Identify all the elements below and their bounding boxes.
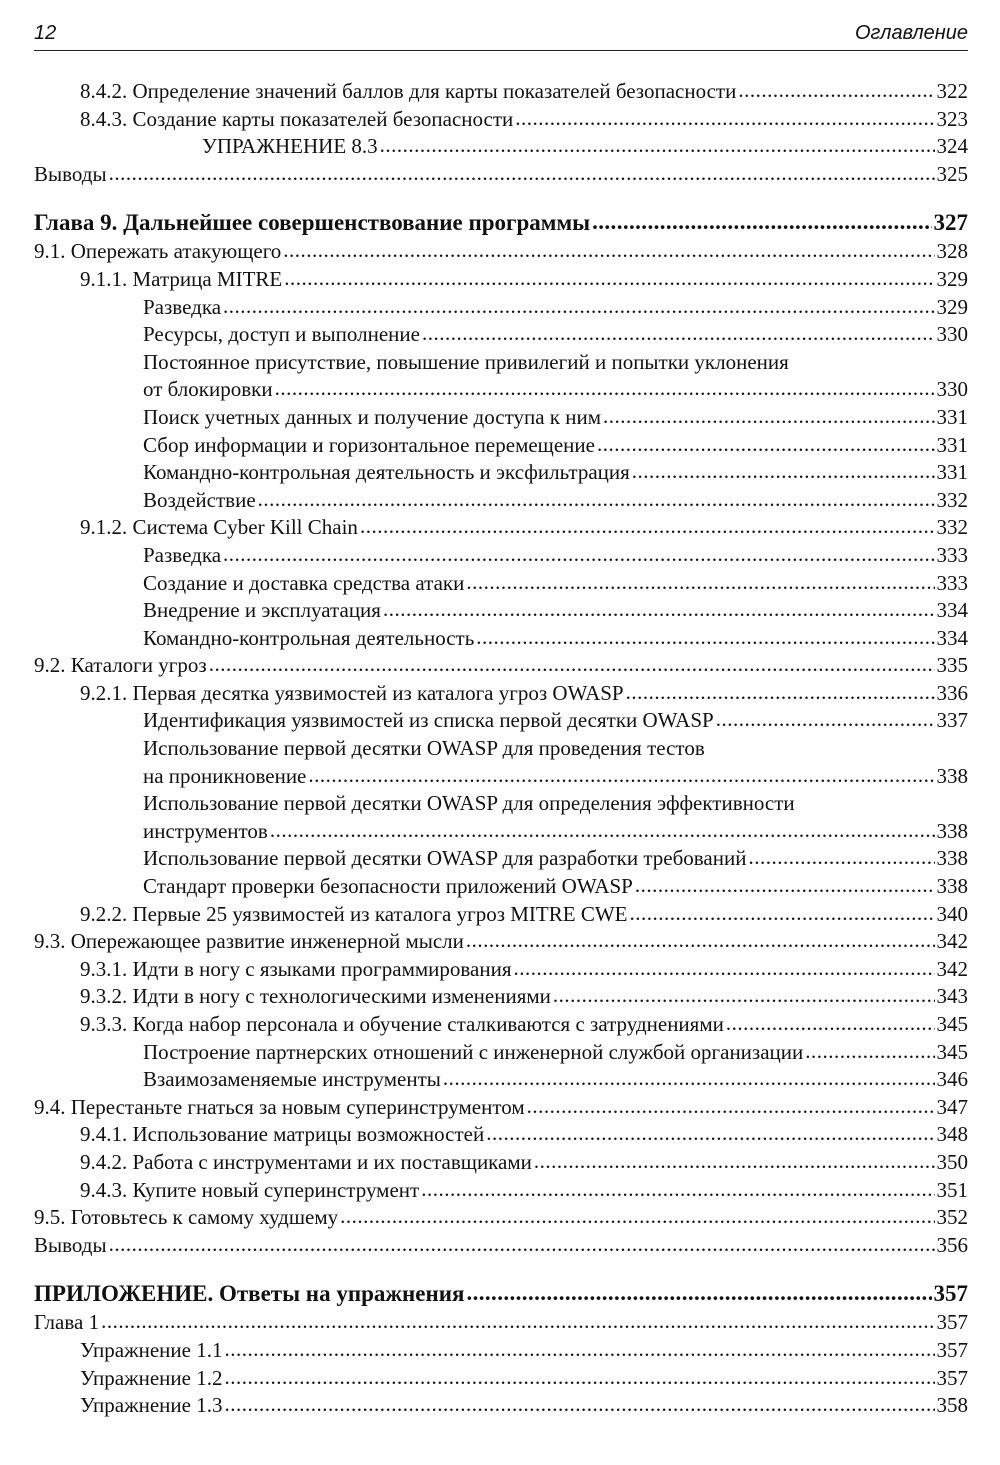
toc-entry: Использование первой десятки OWASP для разработки требований ..... 338 bbox=[34, 845, 968, 873]
toc-entry: 9.3.3. Когда набор персонала и обучение сталкиваются с затруднениями ..... 345 bbox=[34, 1011, 968, 1039]
toc-entry-line: Использование первой десятки OWASP для определения эффективности bbox=[143, 791, 795, 816]
toc-entry: Выводы ..... 356 bbox=[34, 1232, 968, 1260]
toc-entry: 9.3.1. Идти в ногу с языками программирования ..... 342 bbox=[34, 956, 968, 984]
toc-entry: 9.4.2. Работа с инструментами и их поставщиками ..... 350 bbox=[34, 1149, 968, 1177]
toc-appendix-heading: ПРИЛОЖЕНИЕ. Ответы на упражнения ..... 357 bbox=[34, 1279, 968, 1309]
toc-entry: 9.2.2. Первые 25 уязвимостей из каталога угроз MITRE CWE ..... 340 bbox=[34, 901, 968, 929]
toc-entry: Создание и доставка средства атаки ..... 333 bbox=[34, 570, 968, 598]
toc-entry: 9.1.1. Матрица MITRE ..... 329 bbox=[34, 266, 968, 294]
toc-entry: Упражнение 1.1 ..... 357 bbox=[34, 1337, 968, 1365]
toc-entry: Командно-контрольная деятельность ..... 334 bbox=[34, 625, 968, 653]
toc-entry: 9.2.1. Первая десятка уязвимостей из каталога угроз OWASP ..... 336 bbox=[34, 680, 968, 708]
toc-entry: Глава 1 ..... 357 bbox=[34, 1309, 968, 1337]
toc-entry: 9.1. Опережать атакующего ..... 328 bbox=[34, 238, 968, 266]
toc-entry: 9.3. Опережающее развитие инженерной мысли ..... 342 bbox=[34, 928, 968, 956]
toc-entry: 9.4. Перестаньте гнаться за новым суперинструментом ..... 347 bbox=[34, 1094, 968, 1122]
toc-entry: Стандарт проверки безопасности приложений OWASP ..... 338 bbox=[34, 873, 968, 901]
toc-entry: Разведка ..... 329 bbox=[34, 294, 968, 322]
table-of-contents bbox=[34, 78, 968, 1420]
toc-entry: Разведка ..... 333 bbox=[34, 542, 968, 570]
toc-entry: Внедрение и эксплуатация ..... 334 bbox=[34, 597, 968, 625]
toc-entry: 9.4.3. Купите новый суперинструмент ..... 351 bbox=[34, 1177, 968, 1205]
toc-entry: 9.2. Каталоги угроз ..... 335 bbox=[34, 652, 968, 680]
toc-entry: 9.3.2. Идти в ногу с технологическими изменениями ..... 343 bbox=[34, 983, 968, 1011]
toc-entry: 8.4.2. Определение значений баллов для карты показателей безопасности ..... 322 bbox=[34, 78, 968, 106]
toc-entry: Воздействие ..... 332 bbox=[34, 487, 968, 515]
toc-entry: 9.4.1. Использование матрицы возможностей ..... 348 bbox=[34, 1121, 968, 1149]
running-title: Оглавление bbox=[854, 22, 968, 44]
toc-entry: от блокировки ..... 330 bbox=[34, 376, 968, 404]
running-header bbox=[34, 20, 968, 51]
toc-entry: Ресурсы, доступ и выполнение ..... 330 bbox=[34, 321, 968, 349]
toc-entry: Построение партнерских отношений с инженерной службой организации ..... 345 bbox=[34, 1039, 968, 1067]
toc-entry: Упражнение 1.2 ..... 357 bbox=[34, 1365, 968, 1393]
toc-entry: 8.4.3. Создание карты показателей безопасности ..... 323 bbox=[34, 106, 968, 134]
toc-entry-line: Использование первой десятки OWASP для проведения тестов bbox=[143, 736, 705, 761]
toc-entry: 9.5. Готовьтесь к самому худшему ..... 352 bbox=[34, 1204, 968, 1232]
toc-entry: Упражнение 1.3 ..... 358 bbox=[34, 1392, 968, 1420]
toc-entry: Идентификация уязвимостей из списка первой десятки OWASP ..... 337 bbox=[34, 707, 968, 735]
toc-chapter-heading: Глава 9. Дальнейшее совершенствование программы ..... 327 bbox=[34, 208, 968, 238]
toc-entry: Командно-контрольная деятельность и эксфильтрация ..... 331 bbox=[34, 459, 968, 487]
toc-entry-line: Постоянное присутствие, повышение привилегий и попытки уклонения bbox=[143, 349, 789, 374]
toc-entry: 9.1.2. Система Cyber Kill Chain ..... 332 bbox=[34, 514, 968, 542]
toc-entry: Поиск учетных данных и получение доступа к ним ..... 331 bbox=[34, 404, 968, 432]
toc-entry: Выводы ..... 325 bbox=[34, 161, 968, 189]
toc-entry: УПРАЖНЕНИЕ 8.3 ..... 324 bbox=[34, 133, 968, 161]
toc-entry: Взаимозаменяемые инструменты ..... 346 bbox=[34, 1066, 968, 1094]
toc-entry: на проникновение ..... 338 bbox=[34, 763, 968, 791]
page-number: 12 bbox=[34, 22, 57, 44]
toc-entry: инструментов ..... 338 bbox=[34, 818, 968, 846]
toc-entry: Сбор информации и горизонтальное перемещение ..... 331 bbox=[34, 432, 968, 460]
